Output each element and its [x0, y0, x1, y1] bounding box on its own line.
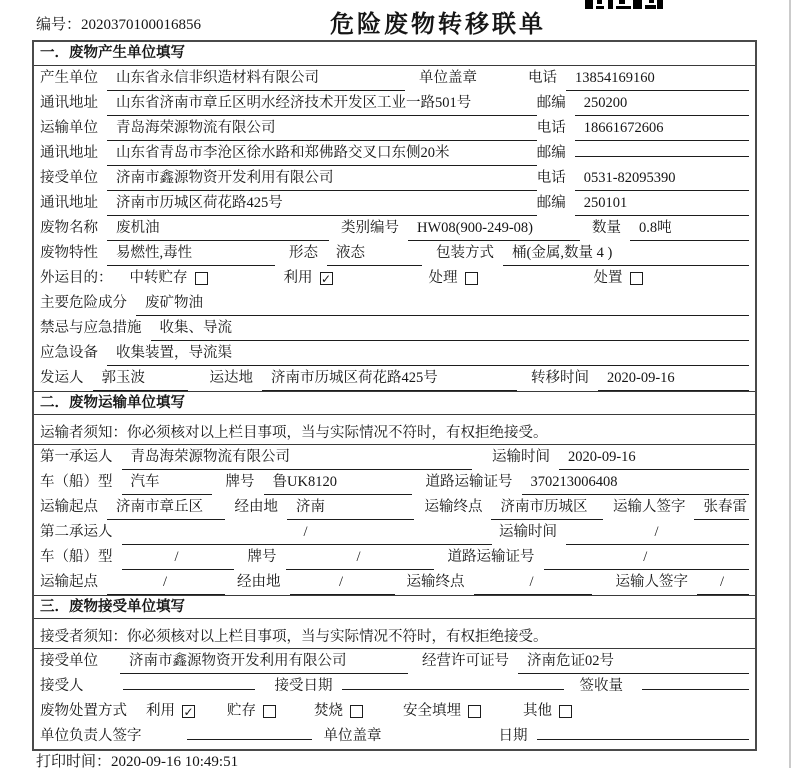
taboo-measures-label: 禁忌与应急措施	[40, 320, 142, 336]
transfer-time-label: 转移时间	[531, 370, 589, 386]
responsible-signature-value	[187, 738, 312, 740]
receiver-address-label: 通讯地址	[40, 195, 98, 211]
carrier-signature-1-label: 运输人签字	[612, 499, 686, 515]
row-hazard-components	[34, 291, 755, 316]
vehicle-type-1-value: 汽车	[122, 473, 212, 495]
first-carrier-label: 第一承运人	[40, 449, 113, 465]
producer-address-value: 山东省济南市章丘区明水经济技术开发区工业一路501号	[107, 94, 537, 116]
second-carrier-value: /	[122, 523, 492, 545]
waste-traits-label: 废物特性	[40, 245, 98, 261]
accept-date-label: 接受日期	[274, 678, 333, 694]
transporter-phone-value: 18661672606	[575, 119, 749, 141]
row-route-2	[34, 570, 755, 595]
waste-name-value: 废机油	[107, 219, 329, 241]
route-start-2-label: 运输起点	[40, 574, 98, 590]
accept-unit-value: 济南市鑫源物资开发利用有限公司	[120, 652, 408, 674]
first-transport-time-label: 运输时间	[492, 449, 550, 465]
plate-1-value: 鲁UK8120	[264, 473, 412, 495]
option-transfer-storage	[130, 269, 208, 289]
vehicle-type-2-value: /	[122, 548, 234, 570]
serial-number	[36, 13, 201, 34]
option-utilize	[284, 269, 333, 289]
first-carrier-value: 青岛海荣源物流有限公司	[122, 448, 472, 470]
seal-date-value	[537, 738, 750, 740]
transfer-time-value: 2020-09-16	[598, 369, 749, 391]
producer-zip-value: 250200	[575, 94, 749, 116]
option-disposal-utilize-label: 利用	[146, 703, 175, 719]
road-permit-2-label: 道路运输证号	[447, 549, 535, 565]
checkbox-utilize: ✓	[320, 271, 332, 286]
destination-label: 运达地	[209, 370, 253, 386]
transporter-phone-label: 电话	[536, 120, 566, 136]
transporter-label: 运输单位	[40, 120, 98, 136]
producer-zip-label: 邮编	[536, 95, 566, 111]
checkbox-other	[559, 705, 572, 718]
waste-quantity-label: 数量	[592, 220, 621, 236]
receiver-address-value: 济南市历城区荷花路425号	[107, 194, 537, 216]
hazard-components-value: 废矿物油	[136, 294, 749, 316]
second-carrier-label: 第二承运人	[40, 524, 113, 540]
transporter-address-label: 通讯地址	[40, 145, 98, 161]
option-incinerate-label: 焚烧	[314, 703, 343, 719]
license-label: 经营许可证号	[422, 653, 509, 669]
transporter-address-value: 山东省青岛市李沧区徐水路和郑佛路交叉口东侧20米	[107, 144, 537, 166]
road-permit-1-label: 道路运输证号	[425, 474, 513, 490]
option-landfill-label: 安全填埋	[403, 703, 461, 719]
producer-phone-label: 电话	[528, 70, 557, 86]
receiver-zip-label: 邮编	[536, 195, 566, 211]
route-end-2-value: /	[474, 573, 592, 595]
waste-category-value: HW08(900-249-08)	[408, 219, 580, 241]
row-waste-name	[34, 216, 755, 241]
option-store	[227, 702, 276, 722]
route-end-1-label: 运输终点	[424, 499, 483, 515]
option-store-label: 贮存	[227, 703, 256, 719]
route-end-2-label: 运输终点	[406, 574, 465, 590]
row-accept-unit	[34, 649, 755, 674]
transfer-purpose-label: 外运目的：	[40, 270, 113, 286]
vehicle-type-1-label: 车（船）型	[40, 474, 113, 490]
route-start-1-value: 济南市章丘区	[107, 498, 225, 520]
waste-name-label: 废物名称	[40, 220, 98, 236]
carrier-signature-2-value: /	[697, 573, 749, 595]
print-timestamp	[36, 750, 238, 768]
dispatcher-label: 发运人	[40, 370, 84, 386]
taboo-measures-value: 收集、导流	[151, 319, 750, 341]
section-3-title: 三．废物接受单位填写	[34, 595, 755, 619]
packaging-value: 桶(金属,数量 4 )	[503, 244, 749, 266]
waste-category-label: 类别编号	[341, 220, 399, 236]
option-dispose-label: 处置	[593, 270, 623, 286]
route-via-2-label: 经由地	[237, 574, 281, 590]
row-dispatcher	[34, 366, 755, 391]
checkbox-disposal-utilize: ✓	[183, 704, 194, 719]
plate-2-value: /	[286, 548, 434, 570]
producer-value: 山东省永信非织造材料有限公司	[107, 69, 405, 91]
option-disposal-utilize	[146, 702, 195, 722]
row-receiver-address	[34, 191, 755, 216]
row-vehicle-1	[34, 470, 755, 495]
option-dispose	[594, 269, 643, 289]
producer-address-label: 通讯地址	[40, 95, 98, 111]
qr-code-fragment	[585, 0, 663, 9]
checkbox-dispose	[630, 272, 643, 285]
receiver-zip-value: 250101	[575, 194, 749, 216]
destination-value: 济南市历城区荷花路425号	[262, 369, 517, 391]
page-edge-line	[789, 0, 791, 768]
section-2-title: 二．废物运输单位填写	[34, 391, 755, 415]
serial-label: 编号：	[36, 17, 82, 33]
row-first-carrier	[34, 445, 755, 470]
option-landfill	[403, 702, 481, 722]
receiver-notice: 接受者须知：你必须核对以上栏目事项，当与实际情况不符时，有权拒绝接受。	[34, 619, 755, 649]
route-start-1-label: 运输起点	[40, 499, 98, 515]
received-quantity-label: 签收量	[579, 678, 623, 694]
receiver-phone-value: 0531-82095390	[575, 169, 749, 191]
dispatcher-value: 郭玉波	[93, 369, 188, 391]
row-transporter	[34, 116, 755, 141]
checkbox-incinerate	[350, 705, 363, 718]
packaging-label: 包装方式	[436, 245, 494, 261]
checkbox-treat	[465, 272, 478, 285]
waste-form-label: 形态	[289, 245, 318, 261]
section-1-title: 一．废物产生单位填写	[34, 42, 755, 66]
carrier-signature-2-label: 运输人签字	[615, 574, 688, 590]
acceptor-label: 接受人	[40, 678, 84, 694]
route-via-1-value: 济南	[287, 498, 414, 520]
row-transporter-address	[34, 141, 755, 166]
transporter-value: 青岛海荣源物流有限公司	[107, 119, 537, 141]
accept-unit-label: 接受单位	[40, 653, 98, 669]
checkbox-transfer-storage	[195, 272, 208, 285]
row-receiver	[34, 166, 755, 191]
transporter-zip-label: 邮编	[536, 145, 566, 161]
print-timestamp-label: 打印时间：	[36, 754, 112, 768]
option-transfer-storage-label: 中转贮存	[129, 270, 188, 286]
option-other	[523, 702, 572, 722]
row-producer	[34, 66, 755, 91]
hazard-components-label: 主要危险成分	[40, 295, 127, 311]
road-permit-2-value: /	[544, 548, 750, 570]
seal-date-label: 日期	[498, 728, 528, 744]
row-taboo-measures	[34, 316, 755, 341]
license-value: 济南危证02号	[518, 652, 749, 674]
row-responsible-signature	[34, 724, 755, 749]
receiver-phone-label: 电话	[536, 170, 566, 186]
checkbox-landfill	[468, 705, 481, 718]
first-transport-time-value: 2020-09-16	[559, 448, 749, 470]
row-second-carrier	[34, 520, 755, 545]
accept-date-value	[342, 688, 564, 690]
route-start-2-value: /	[107, 573, 225, 595]
route-end-1-value: 济南市历城区	[491, 498, 603, 520]
acceptor-value	[123, 688, 255, 690]
row-producer-address	[34, 91, 755, 116]
row-disposal-method	[34, 699, 755, 724]
producer-phone-value: 13854169160	[566, 69, 749, 91]
page-title: 危险废物转移联单	[330, 12, 546, 38]
carrier-signature-1-value: 张春雷	[694, 498, 749, 520]
row-route-1	[34, 495, 755, 520]
option-other-label: 其他	[523, 703, 552, 719]
row-transfer-purpose	[34, 266, 755, 291]
plate-2-label: 牌号	[247, 549, 277, 565]
waste-traits-value: 易燃性,毒性	[107, 244, 275, 266]
option-treat-label: 处理	[428, 270, 458, 286]
plate-1-label: 牌号	[225, 474, 255, 490]
print-timestamp-value: 2020-09-16 10:49:51	[111, 754, 239, 768]
vehicle-type-2-label: 车（船）型	[40, 549, 113, 565]
waste-quantity-value: 0.8吨	[630, 219, 749, 241]
option-incinerate	[314, 702, 363, 722]
row-vehicle-2	[34, 545, 755, 570]
transporter-notice: 运输者须知：你必须核对以上栏目事项，当与实际情况不符时，有权拒绝接受。	[34, 415, 755, 445]
serial-value: 2020370100016856	[81, 17, 202, 33]
route-via-2-value: /	[290, 573, 395, 595]
row-acceptor	[34, 674, 755, 699]
emergency-equipment-label: 应急设备	[40, 345, 98, 361]
producer-label: 产生单位	[40, 70, 98, 86]
received-quantity-value	[642, 688, 749, 690]
option-utilize-label: 利用	[283, 270, 313, 286]
route-via-1-label: 经由地	[234, 499, 278, 515]
second-transport-time-label: 运输时间	[499, 524, 557, 540]
receiver-value: 济南市鑫源物资开发利用有限公司	[107, 169, 537, 191]
unit-seal-label: 单位盖章	[323, 728, 382, 744]
transporter-zip-value	[575, 155, 749, 157]
producer-seal-label: 单位盖章	[419, 70, 477, 86]
road-permit-1-value: 370213006408	[522, 473, 750, 495]
responsible-signature-label: 单位负责人签字	[40, 728, 142, 744]
second-transport-time-value: /	[566, 523, 749, 545]
row-emergency-equipment	[34, 341, 755, 366]
manifest-table	[32, 40, 757, 751]
disposal-method-label: 废物处置方式	[40, 703, 127, 719]
option-treat	[429, 269, 478, 289]
checkbox-store	[263, 705, 276, 718]
receiver-label: 接受单位	[40, 170, 98, 186]
waste-form-value: 液态	[327, 244, 422, 266]
row-waste-traits	[34, 241, 755, 266]
emergency-equipment-value: 收集装置，导流渠	[107, 344, 749, 366]
